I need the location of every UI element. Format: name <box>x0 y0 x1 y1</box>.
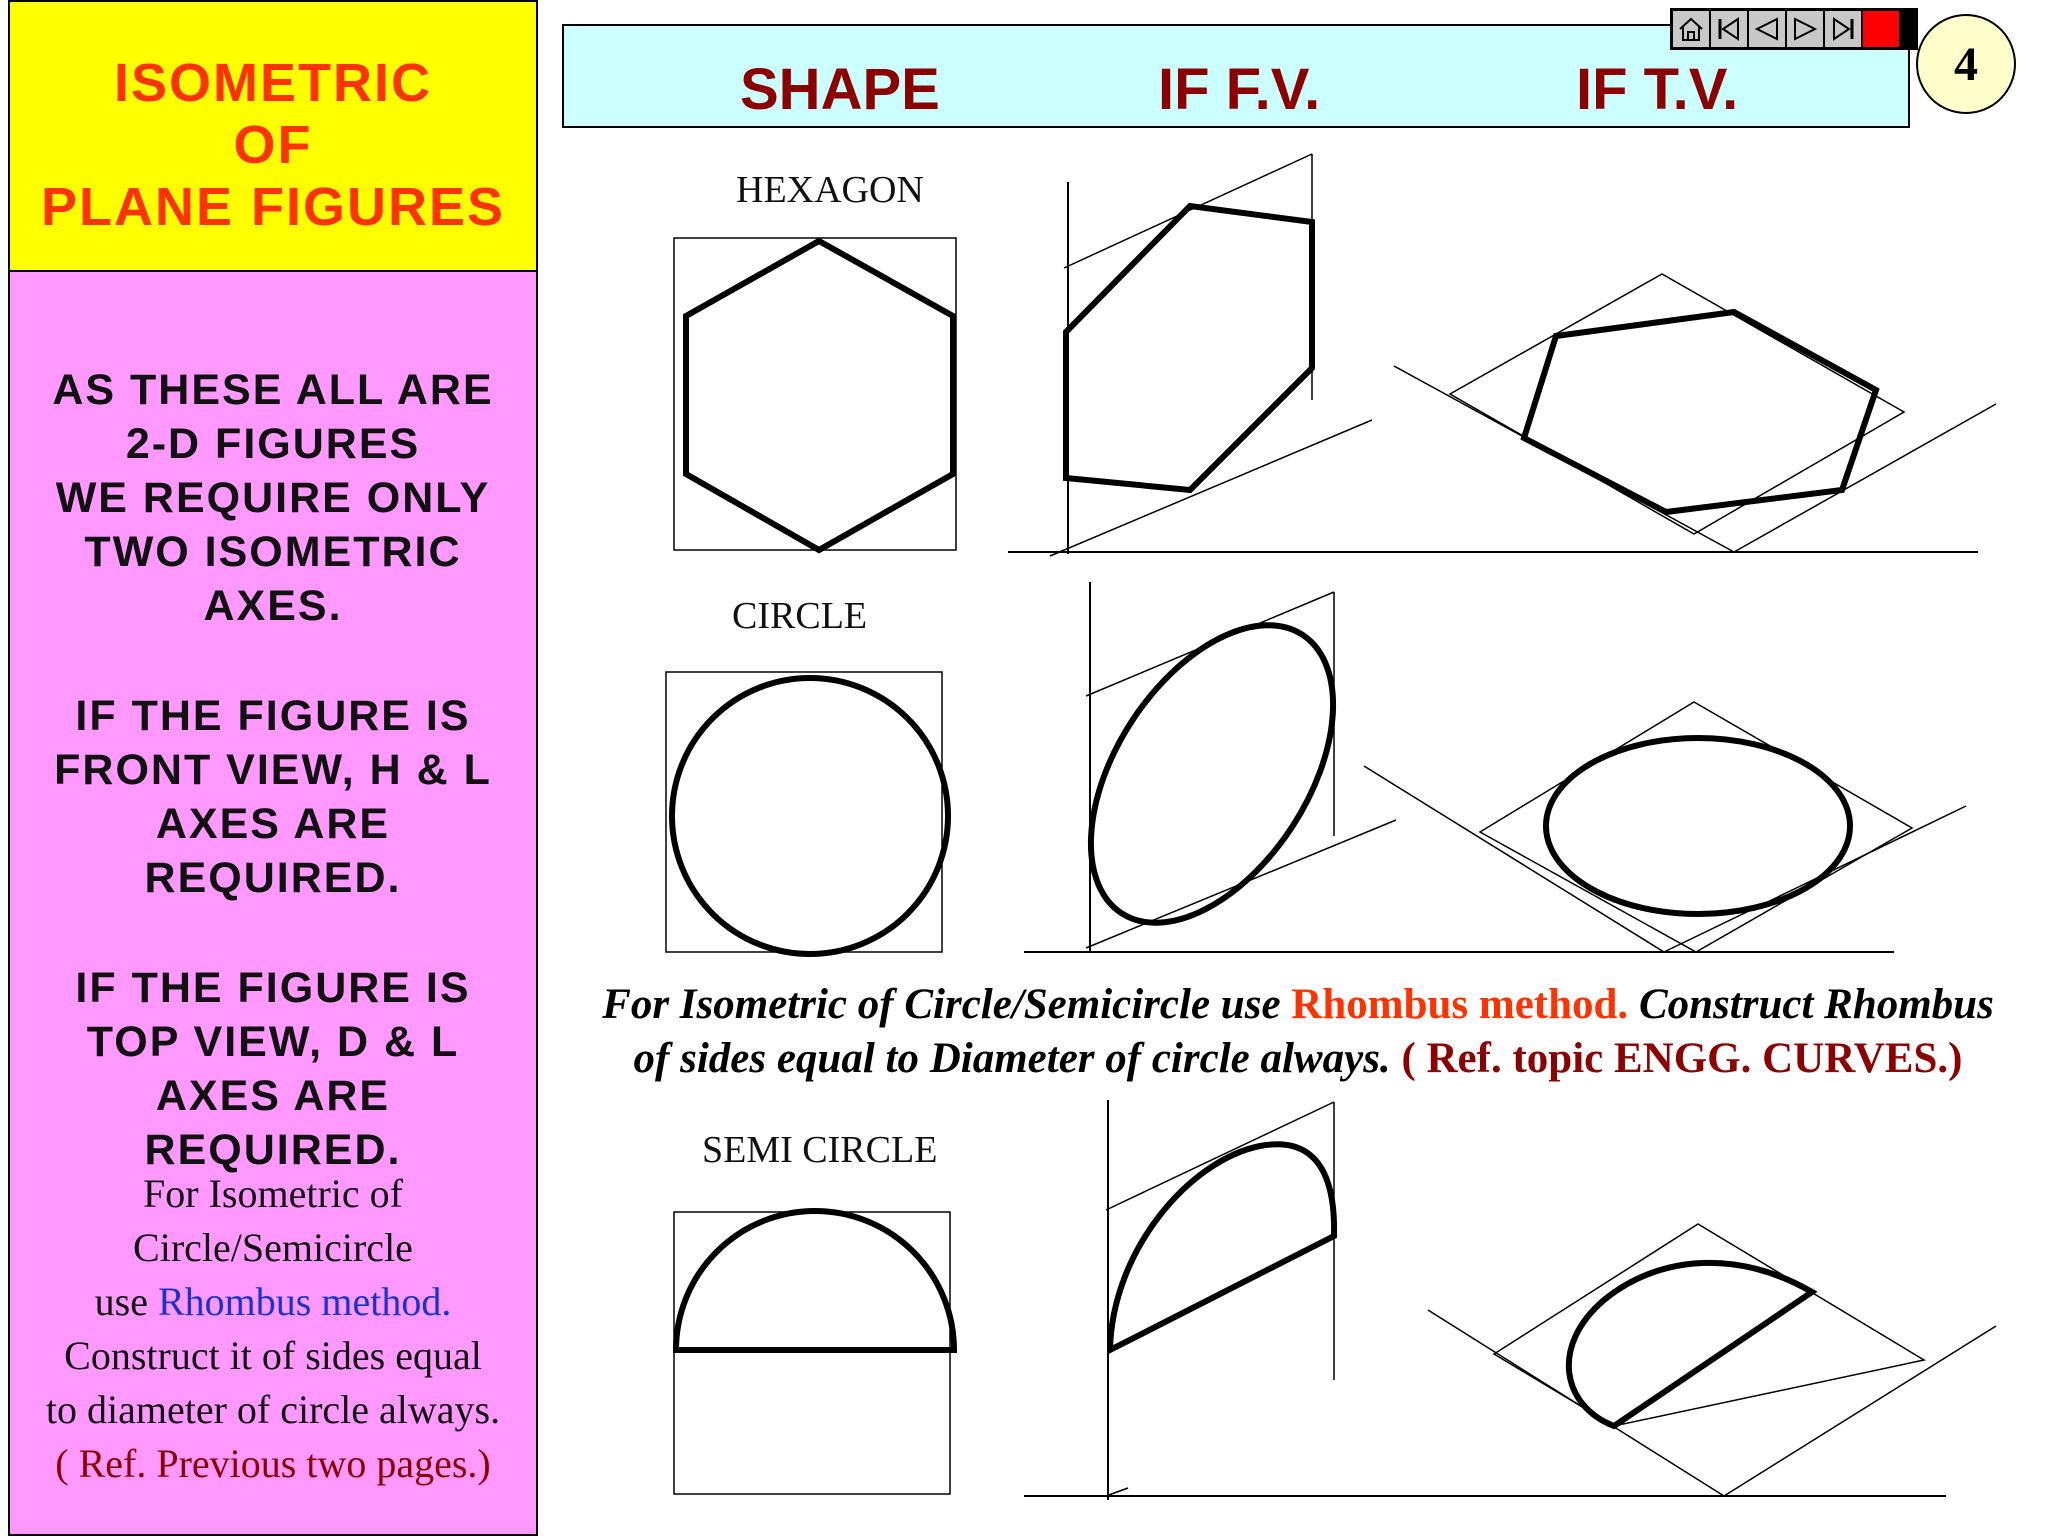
label-semicircle: SEMI CIRCLE <box>702 1129 938 1171</box>
info-text: FRONT VIEW, H & L <box>54 746 492 794</box>
note-text: Construct it of sides equal <box>64 1333 482 1378</box>
rhombus-method-red: Rhombus method. <box>1291 981 1629 1028</box>
note-text: For Isometric of <box>143 1171 403 1216</box>
info-text: TWO ISOMETRIC <box>84 528 462 576</box>
label-circle: CIRCLE <box>732 595 868 637</box>
circle-top-view-drawing <box>1364 702 1966 952</box>
method-note-text: Construct Rhombus <box>1628 981 1994 1028</box>
method-note-text: of sides equal to Diameter of circle always. <box>633 1035 1402 1082</box>
method-note-reference: ( Ref. topic ENGG. CURVES.) <box>1401 1035 1963 1082</box>
semicircle-front-view-drawing <box>1024 1100 1946 1500</box>
info-text: WE REQUIRE ONLY <box>55 474 491 522</box>
info-text: AXES ARE <box>155 1072 391 1120</box>
info-text: AS THESE ALL ARE <box>52 366 494 414</box>
semicircle-top-view-drawing <box>1428 1224 1996 1496</box>
note-text-pre: use <box>94 1279 158 1324</box>
rhombus-method-highlight: Rhombus method. <box>157 1279 452 1324</box>
header-shape: SHAPE <box>740 57 940 122</box>
circle-shape-drawing <box>666 672 948 954</box>
note-text: Circle/Semicircle <box>133 1225 413 1270</box>
header-front-view: IF F.V. <box>1158 57 1321 122</box>
info-text: TOP VIEW, D & L <box>86 1018 460 1066</box>
info-text: REQUIRED. <box>144 854 402 902</box>
info-text: AXES ARE <box>155 800 391 848</box>
note-text: to diameter of circle always. <box>45 1387 501 1432</box>
method-note-text: For Isometric of Circle/Semicircle use <box>602 981 1292 1028</box>
title-line-2: OF <box>233 115 313 175</box>
hexagon-shape-drawing <box>674 238 956 550</box>
title-line-1: ISOMETRIC <box>113 53 432 113</box>
title-line-3: PLANE FIGURES <box>40 177 506 237</box>
page-number: 4 <box>1916 14 2016 114</box>
info-text: REQUIRED. <box>144 1126 402 1174</box>
label-hexagon: HEXAGON <box>736 169 924 211</box>
header-top-view: IF T.V. <box>1576 57 1739 122</box>
note-reference: ( Ref. Previous two pages.) <box>55 1441 491 1486</box>
info-text: 2-D FIGURES <box>125 420 421 468</box>
info-text: IF THE FIGURE IS <box>75 964 471 1012</box>
info-text: IF THE FIGURE IS <box>75 692 471 740</box>
info-text: AXES. <box>203 582 343 630</box>
semicircle-shape-drawing <box>674 1211 954 1494</box>
hexagon-top-view-drawing <box>1394 274 1996 552</box>
